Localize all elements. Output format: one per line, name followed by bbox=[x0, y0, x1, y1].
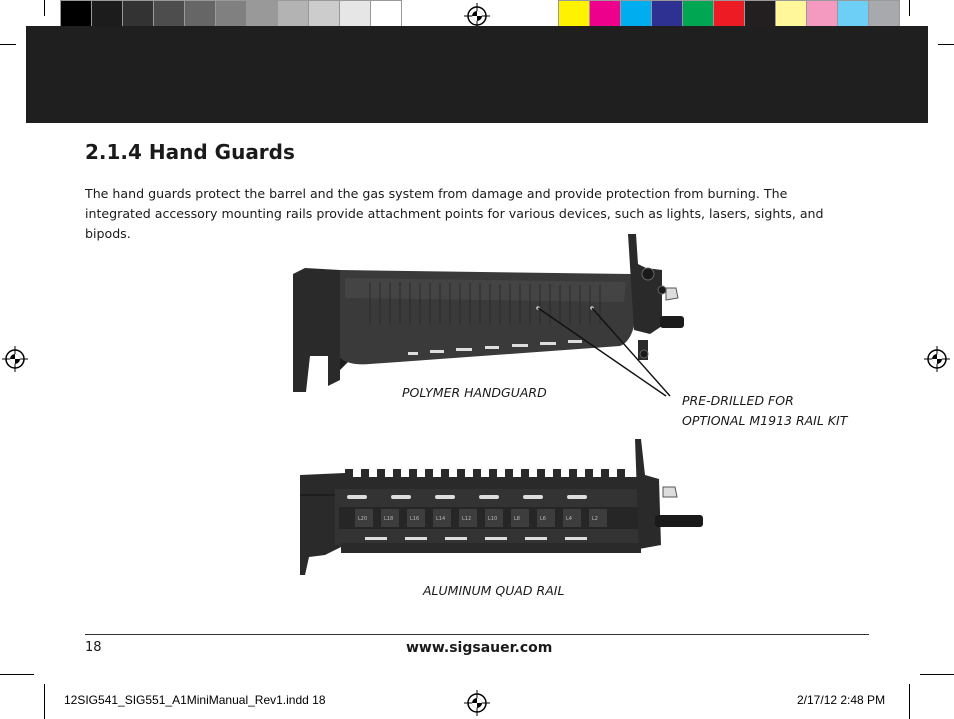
crop-mark bbox=[920, 674, 954, 675]
crop-mark bbox=[0, 44, 16, 45]
registration-target-icon bbox=[2, 346, 28, 372]
rail-marking: L12 bbox=[462, 516, 472, 522]
predrilled-caption-line2: OPTIONAL M1913 RAIL KIT bbox=[682, 413, 848, 428]
rail-marking: L18 bbox=[384, 516, 394, 522]
crop-mark bbox=[938, 44, 954, 45]
crop-mark bbox=[44, 684, 45, 719]
polymer-handguard-caption: POLYMER HANDGUARD bbox=[402, 385, 547, 400]
crop-mark bbox=[909, 684, 910, 719]
rail-marking: L16 bbox=[410, 516, 420, 522]
rail-marking: L8 bbox=[514, 516, 520, 522]
registration-target-icon bbox=[924, 346, 950, 372]
website-url: www.sigsauer.com bbox=[406, 640, 553, 656]
header-band bbox=[26, 26, 928, 123]
aluminum-quad-rail-caption: ALUMINUM QUAD RAIL bbox=[423, 583, 565, 598]
crop-mark bbox=[44, 0, 45, 16]
rail-marking: L10 bbox=[488, 516, 498, 522]
predrilled-caption-line1: PRE-DRILLED FOR bbox=[682, 393, 794, 408]
rail-marking: L14 bbox=[436, 516, 446, 522]
rail-marking: L6 bbox=[540, 516, 546, 522]
page-number: 18 bbox=[85, 640, 102, 655]
rail-marking: L4 bbox=[566, 516, 572, 522]
crop-mark bbox=[0, 674, 34, 675]
section-body: The hand guards protect the barrel and the gas system from damage and provide protection from burning. The integrated accessory mounting rails provide attachment points for various devices, such as lights, lasers, sights, and bipods. bbox=[85, 186, 824, 241]
aluminum-quad-rail-image bbox=[295, 435, 710, 580]
slug-timestamp: 2/17/12 2:48 PM bbox=[797, 693, 886, 707]
slug-filename: 12SIG541_SIG551_A1MiniManual_Rev1.indd 18 bbox=[64, 693, 326, 707]
rail-marking: L20 bbox=[358, 516, 368, 522]
footer-rule bbox=[85, 634, 869, 635]
rail-marking: L2 bbox=[592, 516, 598, 522]
registration-target-icon bbox=[464, 690, 490, 716]
section-title: 2.1.4 Hand Guards bbox=[85, 140, 295, 164]
crop-mark bbox=[909, 0, 910, 16]
callout-leader-lines bbox=[530, 300, 680, 405]
